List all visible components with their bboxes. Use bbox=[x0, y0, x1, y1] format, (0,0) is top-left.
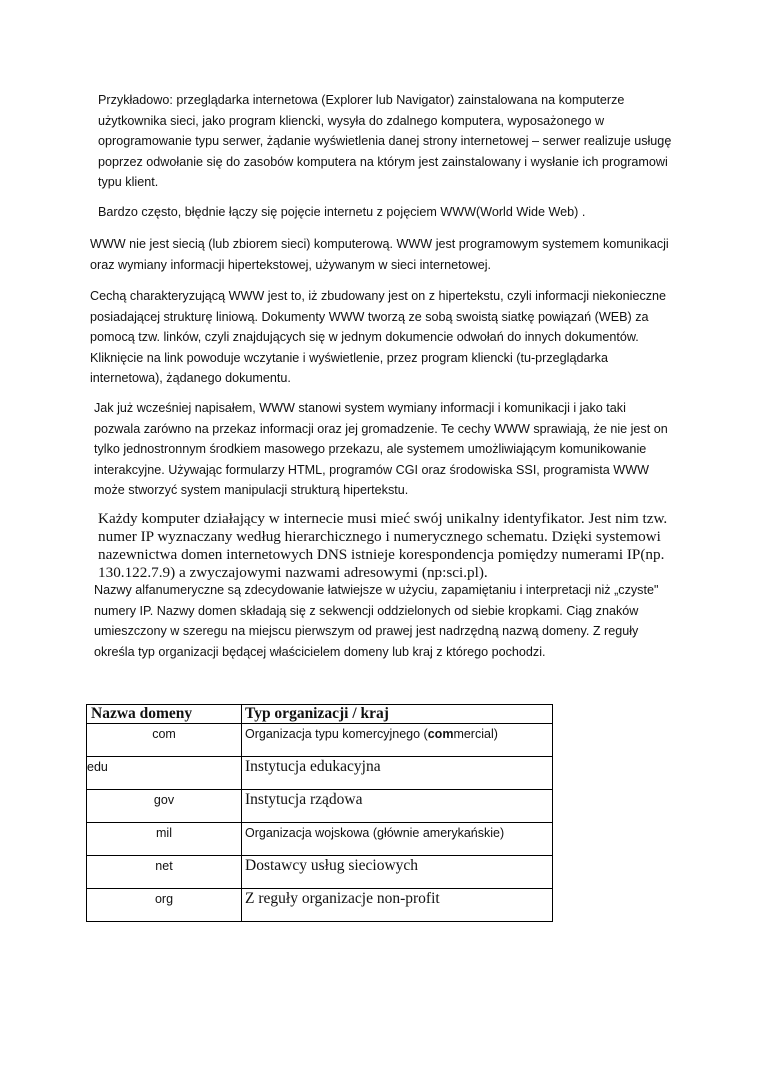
header-organization-type: Typ organizacji / kraj bbox=[242, 705, 553, 724]
table-row bbox=[87, 724, 553, 757]
paragraph-hypertext: Cechą charakteryzującą WWW jest to, iż zbudowany jest on z hipertekstu, czyli informacji niekonieczne posiadającej strukturę liniową. Dokumenty WWW tworzą ze sobą swoistą siatkę powiązań (WEB) za pomocą tzw. linków, czyli znajdujących się w jednym dokumencie odwołań do innych dokumentów. Kliknięcie na link powoduje wczytanie i wyświetlenie, przez program kliencki (tu-przeglądarka internetowa), żądanego dokumentu. bbox=[90, 289, 667, 386]
table-row bbox=[87, 889, 553, 922]
domain-cell: net bbox=[87, 856, 242, 889]
paragraph-ip-dns: Każdy komputer działający w internecie musi mieć swój unikalny identyfikator. Jest nim tzw. numer IP wyznaczany według hierarchicznego i numerycznego schematu. Dzięki systemowi nazewnictwa domen internetowych DNS istnieje korespondencja pomiędzy numerami IP(np. 130.122.7.9) a zwyczajowymi nazwami adresowymi (np:sci.pl). bbox=[98, 510, 668, 581]
paragraph-domain-names: Nazwy alfanumeryczne są zdecydowanie łatwiejsze w użyciu, zapamiętaniu i interpretacji niż „czyste" numery IP. Nazwy domen składają się z sekwencji oddzielonych od siebie kropkami. Ciąg znaków umieszczony w szeregu na miejscu pierwszym od prawej jest nadrzędną nazwą domeny. Z reguły określa typ organizacji będącej właścicielem domeny lub kraj z którego pochodzi. bbox=[94, 583, 659, 659]
domain-cell: mil bbox=[87, 823, 242, 856]
type-cell: Instytucja rządowa bbox=[242, 790, 553, 823]
type-text-before: Organizacja typu komercyjnego ( bbox=[245, 727, 428, 741]
type-cell: Organizacja wojskowa (głównie amerykańskie) bbox=[242, 823, 553, 856]
type-text-after: mercial) bbox=[453, 727, 498, 741]
domain-cell: org bbox=[87, 889, 242, 922]
table-row bbox=[87, 757, 553, 790]
paragraph-interaction: Jak już wcześniej napisałem, WWW stanowi system wymiany informacji i komunikacji i jako taki pozwala zarówno na przekaz informacji oraz jej gromadzenie. Te cechy WWW sprawiają, że nie jest on tylko jednostronnym środkiem masowego przekazu, ale systemem umożliwiającym komunikowanie interakcyjne. Używając formularzy HTML, programów CGI oraz środowiska SSI, programista WWW może stworzyć system manipulacji strukturą hipertekstu. bbox=[94, 401, 668, 498]
paragraph-internet-vs-www: Bardzo często, błędnie łączy się pojęcie internetu z pojęciem WWW(World Wide Web) . bbox=[98, 205, 586, 219]
table-row bbox=[87, 856, 553, 889]
table-row bbox=[87, 823, 553, 856]
domain-cell: com bbox=[87, 724, 242, 757]
type-cell: Instytucja edukacyjna bbox=[242, 757, 553, 790]
type-cell: Z reguły organizacje non-profit bbox=[242, 889, 553, 922]
type-text-bold: com bbox=[427, 727, 454, 741]
table-row bbox=[87, 790, 553, 823]
domain-table bbox=[86, 704, 553, 922]
paragraph-www-definition: WWW nie jest siecią (lub zbiorem sieci) komputerową. WWW jest programowym systemem komunikacji oraz wymiany informacji hipertekstowej, używanym w sieci internetowej. bbox=[90, 237, 669, 272]
domain-cell: gov bbox=[87, 790, 242, 823]
paragraph-example-browser: Przykładowo: przeglądarka internetowa (Explorer lub Navigator) zainstalowana na komputerze użytkownika sieci, jako program kliencki, wysyła do zdalnego komputera, wyposażonego w oprogramowanie typu serwer, żądanie wyświetlenia danej strony internetowej – serwer realizuje usługę poprzez odwołanie się do zasobów komputera na którym jest zainstalowany i wysłanie ich programowi typu klient. bbox=[98, 93, 672, 190]
table-header-row bbox=[87, 705, 553, 724]
type-cell: Dostawcy usług sieciowych bbox=[242, 856, 553, 889]
type-cell bbox=[242, 724, 553, 757]
header-domain-name: Nazwa domeny bbox=[87, 705, 242, 724]
domain-cell: edu bbox=[87, 757, 242, 790]
